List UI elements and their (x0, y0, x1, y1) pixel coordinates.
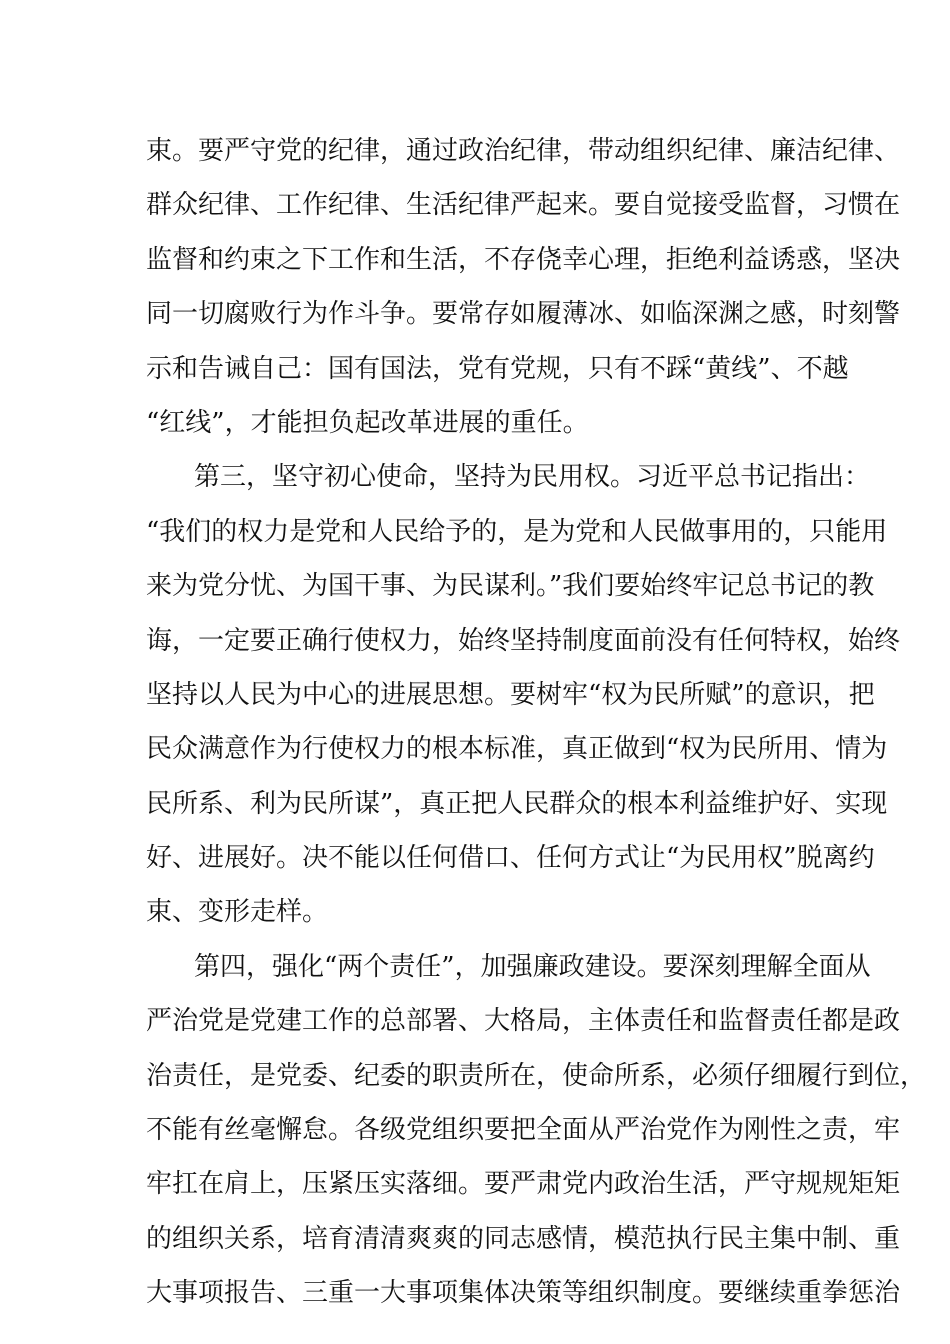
text-line: 牢扛在肩上，压紧压实落细。要严肃党内政治生活，严守规规矩矩 (146, 1169, 901, 1200)
text-line: 民众满意作为行使权力的根本标准，真正做到“权为民所用、情为 (146, 734, 888, 765)
text-line: 束、变形走样。 (146, 897, 329, 928)
document-body (146, 124, 927, 1321)
text-line: 民所系、利为民所谋”，真正把人民群众的根本利益维护好、实现 (146, 788, 888, 819)
text-line: 同一切腐败行为作斗争。要常存如履薄冰、如临深渊之感，时刻警 (146, 299, 901, 330)
text-line: 不能有丝毫懈怠。各级党组织要把全面从严治党作为刚性之责，牢 (146, 1115, 901, 1146)
text-line: “我们的权力是党和人民给予的，是为党和人民做事用的，只能用 (146, 516, 888, 547)
text-line: 好、进展好。决不能以任何借口、任何方式让“为民用权”脱离约 (146, 843, 875, 874)
text-line: 诲，一定要正确行使权力，始终坚持制度面前没有任何特权，始终 (146, 625, 901, 656)
text-line: 监督和约束之下工作和生活，不存侥幸心理，拒绝利益诱惑，坚决 (146, 244, 901, 275)
text-line: “红线”，才能担负起改革进展的重任。 (146, 407, 589, 438)
text-line: 束。要严守党的纪律，通过政治纪律，带动组织纪律、廉洁纪律、 (146, 136, 901, 166)
text-line: 来为党分忧、为国干事、为民谋利。”我们要始终牢记总书记的教 (146, 571, 875, 602)
paragraph-first-line: 第四，强化“两个责任”，加强廉政建设。要深刻理解全面从 (194, 951, 871, 982)
text-line: 治责任，是党委、纪委的职责所在，使命所系，必须仔细履行到位， (146, 1060, 927, 1091)
text-line: 群众纪律、工作纪律、生活纪律严起来。要自觉接受监督，习惯在 (146, 190, 901, 221)
text-line: 示和告诫自己：国有国法，党有党规，只有不踩“黄线”、不越 (146, 353, 849, 384)
text-line: 严治党是党建工作的总部署、大格局，主体责任和监督责任都是政 (146, 1006, 901, 1037)
text-line: 坚持以人民为中心的进展思想。要树牢“权为民所赋”的意识，把 (146, 679, 875, 710)
text-line: 的组织关系，培育清清爽爽的同志感情，模范执行民主集中制、重 (146, 1223, 901, 1254)
text-line: 大事项报告、三重一大事项集体决策等组织制度。要继续重拳惩治 (146, 1278, 901, 1309)
paragraph-first-line: 第三，坚守初心使命，坚持为民用权。习近平总书记指出： (194, 462, 871, 493)
